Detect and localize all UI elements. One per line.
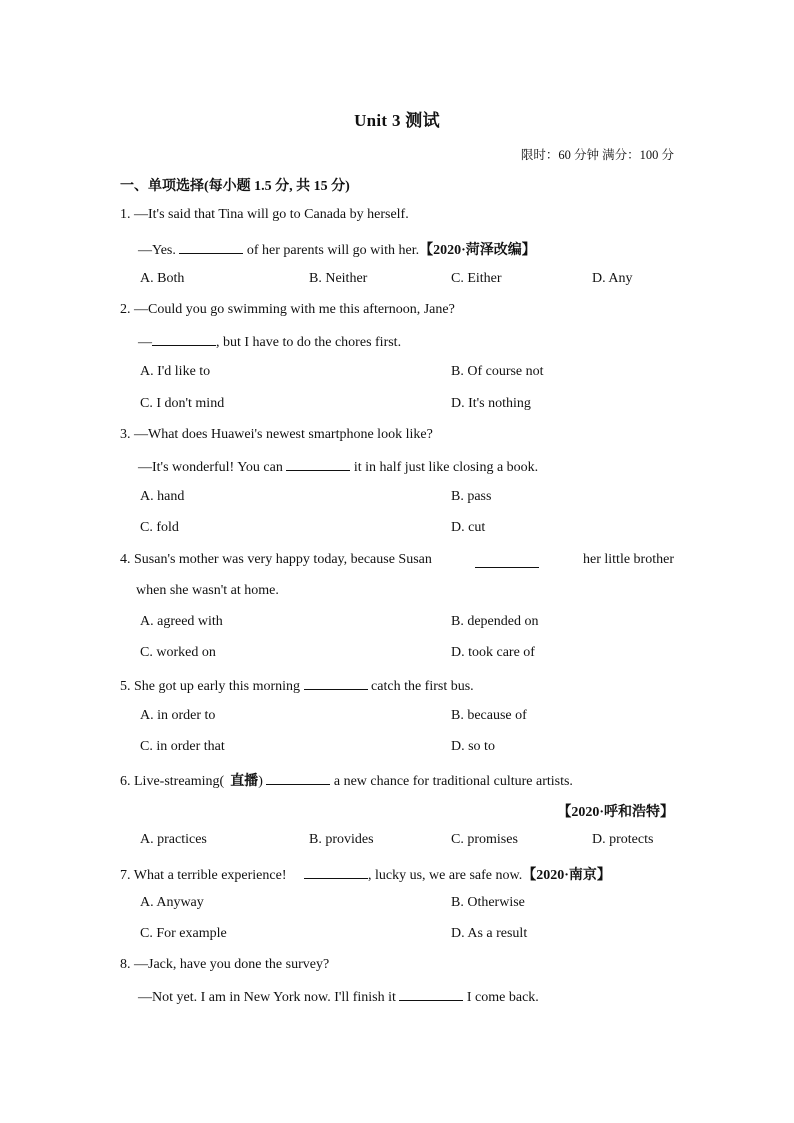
answer-blank[interactable] xyxy=(399,988,463,1001)
question-8-text-a: —Not yet. I am in New York now. I'll finish it xyxy=(138,990,396,1005)
question-7-option-a[interactable]: A. Anyway xyxy=(140,895,204,910)
question-6-text-c: a new chance for traditional culture artists. xyxy=(333,774,573,789)
section-heading: 一、单项选择(每小题 1.5 分, 共 15 分) xyxy=(120,179,350,194)
question-6-source: 【2020·呼和浩特】 xyxy=(557,805,674,820)
question-2-stem: 2. —Could you go swimming with me this afternoon, Jane? xyxy=(120,302,455,317)
question-1-option-c[interactable]: C. Either xyxy=(451,271,502,286)
question-7-text-b: , lucky us, we are safe now. xyxy=(367,868,523,883)
question-1-option-b[interactable]: B. Neither xyxy=(309,271,368,286)
question-6-stem xyxy=(120,770,573,790)
question-1-option-d[interactable]: D. Any xyxy=(592,271,633,286)
question-1-text-b: of her parents will go with her. xyxy=(246,243,420,258)
question-8-line2 xyxy=(138,988,539,1006)
question-4-text-a: 4. Susan's mother was very happy today, because Susan xyxy=(120,552,432,567)
answer-blank[interactable] xyxy=(266,772,330,785)
question-4-line2: when she wasn't at home. xyxy=(136,583,279,598)
question-7-option-b[interactable]: B. Otherwise xyxy=(451,895,525,910)
question-6-option-b[interactable]: B. provides xyxy=(309,832,374,847)
question-7-option-d[interactable]: D. As a result xyxy=(451,926,528,941)
page-title: Unit 3 测试 xyxy=(354,111,440,130)
question-6-chinese-gloss: 直播 xyxy=(230,774,259,789)
question-5-option-d[interactable]: D. so to xyxy=(451,739,495,754)
question-6-option-a[interactable]: A. practices xyxy=(140,832,207,847)
question-4-option-a[interactable]: A. agreed with xyxy=(140,614,223,629)
question-8-stem: 8. —Jack, have you done the survey? xyxy=(120,957,330,972)
question-3-text-a: —It's wonderful! You can xyxy=(138,460,283,475)
question-7-stem xyxy=(120,864,611,884)
question-4-option-d[interactable]: D. took care of xyxy=(451,645,535,660)
question-5-option-b[interactable]: B. because of xyxy=(451,708,527,723)
question-1-text-a: —Yes. xyxy=(138,243,176,258)
question-3-option-d[interactable]: D. cut xyxy=(451,520,486,535)
question-5-text-a: 5. She got up early this morning xyxy=(120,679,301,694)
question-3-option-a[interactable]: A. hand xyxy=(140,489,185,504)
answer-blank[interactable] xyxy=(286,458,350,471)
question-5-option-a[interactable]: A. in order to xyxy=(140,708,216,723)
question-5-stem xyxy=(120,677,474,695)
question-1-line2 xyxy=(138,239,536,259)
question-7-option-c[interactable]: C. For example xyxy=(140,926,227,941)
question-8-text-b: I come back. xyxy=(466,990,539,1005)
question-3-option-c[interactable]: C. fold xyxy=(140,520,179,535)
question-4-option-b[interactable]: B. depended on xyxy=(451,614,539,629)
question-3-text-b: it in half just like closing a book. xyxy=(353,460,539,475)
answer-blank[interactable] xyxy=(304,677,368,690)
question-2-line2 xyxy=(138,333,401,351)
question-2-option-a[interactable]: A. I'd like to xyxy=(140,364,211,379)
answer-blank[interactable] xyxy=(152,333,216,346)
question-1-stem: 1. —It's said that Tina will go to Canada by herself. xyxy=(120,207,409,222)
question-2-option-c[interactable]: C. I don't mind xyxy=(140,396,225,411)
question-4-option-c[interactable]: C. worked on xyxy=(140,645,216,660)
question-5-option-c[interactable]: C. in order that xyxy=(140,739,225,754)
question-2-text-b: , but I have to do the chores first. xyxy=(216,335,402,350)
question-4-stem xyxy=(120,552,674,568)
question-6-option-d[interactable]: D. protects xyxy=(592,832,654,847)
answer-blank[interactable] xyxy=(475,555,539,568)
question-2-option-b[interactable]: B. Of course not xyxy=(451,364,544,379)
question-3-stem: 3. —What does Huawei's newest smartphone look like? xyxy=(120,427,433,442)
question-1-option-a[interactable]: A. Both xyxy=(140,271,185,286)
question-3-option-b[interactable]: B. pass xyxy=(451,489,492,504)
question-1-source: 【2020·菏泽改编】 xyxy=(419,243,536,258)
answer-blank[interactable] xyxy=(304,866,368,879)
question-2-option-d[interactable]: D. It's nothing xyxy=(451,396,531,411)
question-3-line2 xyxy=(138,458,538,476)
question-7-source: 【2020·南京】 xyxy=(522,868,611,883)
question-6-text-a: 6. Live-streaming( xyxy=(120,774,225,789)
question-6-text-b: ) xyxy=(258,774,263,789)
question-7-text-a: 7. What a terrible experience! xyxy=(120,868,287,883)
answer-blank[interactable] xyxy=(179,241,243,254)
question-4-text-b: her little brother xyxy=(583,552,674,567)
question-5-text-b: catch the first bus. xyxy=(371,679,474,694)
time-score-limit: 限时：60 分钟 满分：100 分 xyxy=(520,148,674,162)
question-6-option-c[interactable]: C. promises xyxy=(451,832,518,847)
question-2-text-a: — xyxy=(138,335,152,350)
